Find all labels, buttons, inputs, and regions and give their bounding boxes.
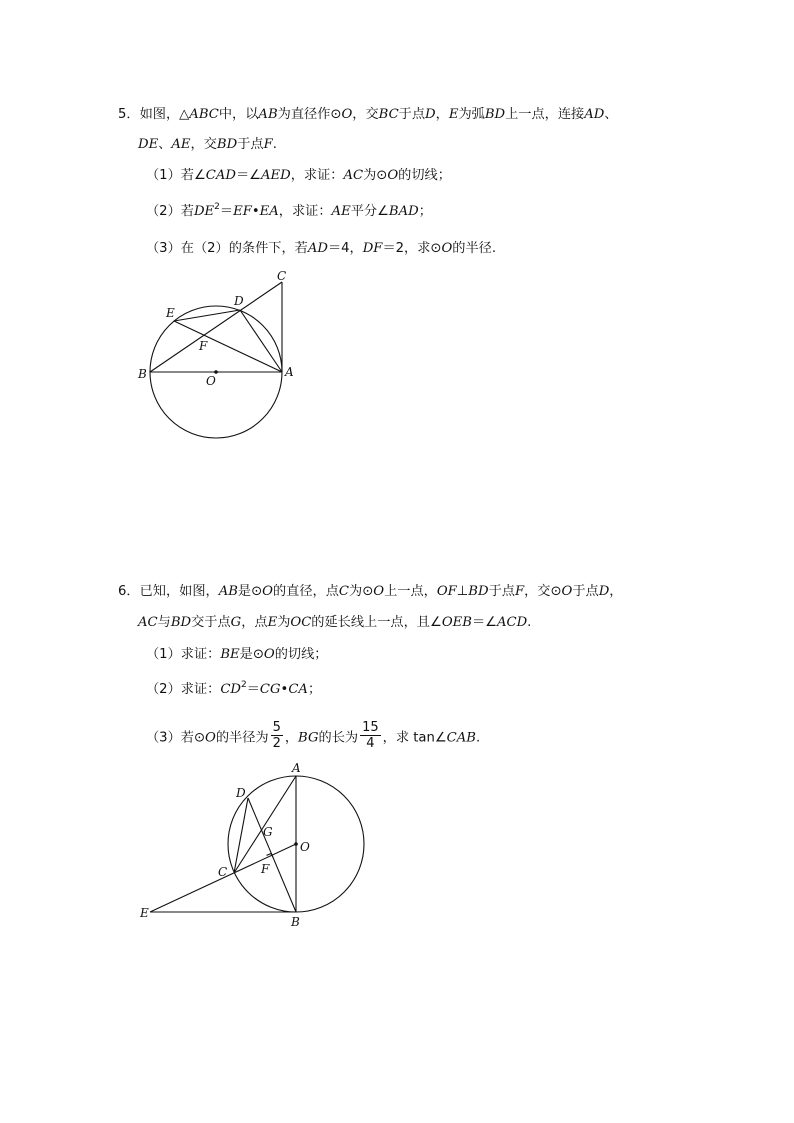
text: ，交⊙ — [524, 584, 562, 599]
math-var: ACD — [496, 615, 528, 630]
math-var: O — [561, 584, 573, 599]
text: 的半径. — [452, 241, 497, 256]
math-var: BG — [298, 730, 319, 746]
text: ； — [418, 204, 432, 219]
label-o: O — [300, 840, 310, 854]
label-e: E — [166, 306, 175, 320]
center-point — [294, 842, 298, 846]
math-var: DE — [138, 137, 159, 152]
text: 5．如图， — [118, 107, 180, 122]
math-var: AC — [343, 168, 364, 183]
math-var: D — [425, 107, 436, 122]
text: （3）在（2）的条件下，若 — [146, 241, 308, 256]
label-o: O — [206, 374, 216, 388]
label-c: C — [218, 865, 228, 879]
math-var: AD — [307, 241, 328, 256]
math-var: BAD — [388, 204, 419, 219]
text: ＝∠ — [471, 615, 497, 630]
numerator: 5 — [272, 720, 281, 735]
text: （1）求证： — [146, 647, 221, 662]
text: 于点 — [237, 137, 264, 152]
text: △ — [179, 107, 190, 122]
text: ，点 — [241, 615, 268, 630]
text: ，交 — [352, 107, 379, 122]
text: 为直径作⊙ — [277, 107, 342, 122]
math-var: CG — [259, 682, 281, 697]
text: 的切线； — [274, 647, 328, 662]
superscript: 2 — [214, 202, 220, 212]
text: 、 — [158, 137, 172, 152]
text: . — [272, 137, 277, 152]
math-var: AD — [584, 107, 605, 122]
text: 平分∠ — [350, 204, 389, 219]
label-d: D — [234, 294, 244, 308]
text: 是⊙ — [237, 584, 263, 599]
text: ，求证： — [290, 168, 344, 183]
text: 上一点， — [384, 584, 437, 599]
label-e: E — [140, 906, 149, 920]
math-var: BD — [216, 137, 238, 152]
text: ， — [609, 584, 623, 599]
denominator: 2 — [272, 736, 281, 751]
math-var: AB — [218, 584, 238, 599]
text: 6．已知，如图， — [118, 584, 219, 599]
text: • — [251, 204, 260, 219]
text: . — [475, 730, 481, 746]
text: 的半径为 — [215, 730, 269, 746]
math-var: BD — [468, 584, 489, 599]
label-a: A — [292, 761, 301, 775]
math-var: C — [338, 584, 350, 599]
text: 为⊙ — [349, 584, 374, 599]
text: （2）求证： — [146, 682, 221, 697]
math-var: AC — [138, 615, 158, 630]
text: 中，以 — [218, 107, 259, 122]
text: ， — [435, 107, 449, 122]
text: ＝∠ — [235, 168, 261, 183]
math-var: O — [387, 168, 399, 183]
math-var: BD — [170, 615, 192, 630]
math-var: OF — [436, 584, 457, 599]
math-var: AED — [260, 168, 291, 183]
math-var: AE — [171, 137, 191, 152]
text: ，求 tan∠ — [382, 730, 447, 746]
text: • — [280, 682, 289, 697]
text: 的延长线上一点，且∠ — [311, 615, 442, 630]
text: . — [527, 615, 532, 630]
text: 的直径，点 — [272, 584, 339, 599]
text: （1）若∠ — [146, 168, 206, 183]
text: （2）若 — [146, 204, 194, 219]
label-f: F — [199, 339, 208, 353]
math-var: O — [441, 241, 453, 256]
text: ＝ — [246, 682, 260, 697]
math-var: G — [230, 615, 242, 630]
math-var: CD — [220, 682, 241, 697]
superscript: 2 — [241, 680, 247, 690]
math-var: BD — [484, 107, 506, 122]
text: ， — [284, 730, 299, 746]
math-var: BC — [378, 107, 399, 122]
text: ＝4， — [327, 241, 363, 256]
math-var: F — [514, 584, 525, 599]
text: 于点 — [572, 584, 599, 599]
math-var: EF — [233, 204, 252, 219]
label-d: D — [236, 786, 246, 800]
math-var: OC — [290, 615, 312, 630]
label-b: B — [138, 367, 147, 381]
text: ⊥ — [456, 584, 469, 599]
math-var: O — [263, 647, 275, 662]
math-var: O — [205, 730, 216, 746]
math-var: EA — [259, 204, 279, 219]
text: ，求证： — [278, 204, 332, 219]
denominator: 4 — [366, 736, 375, 751]
text: 是⊙ — [239, 647, 264, 662]
text: 、 — [604, 107, 618, 122]
math-var: O — [373, 584, 385, 599]
text: ； — [307, 682, 322, 697]
math-var: DF — [362, 241, 383, 256]
math-var: O — [262, 584, 273, 599]
math-var: AE — [331, 204, 351, 219]
text: ＝ — [219, 204, 234, 219]
math-var: O — [341, 107, 353, 122]
text: 为弧 — [458, 107, 485, 122]
math-var: E — [448, 107, 459, 122]
text: ，交 — [190, 137, 217, 152]
label-f: F — [261, 862, 270, 876]
math-var: CAB — [446, 730, 476, 746]
text: （3）若⊙ — [146, 730, 206, 746]
label-a: A — [285, 365, 294, 379]
label-b: B — [291, 915, 300, 929]
math-var: CA — [288, 682, 308, 697]
math-var: ABC — [189, 107, 219, 122]
label-c: C — [277, 269, 287, 283]
math-var: D — [598, 584, 610, 599]
text: 的长为 — [318, 730, 359, 746]
math-var: DE — [193, 204, 215, 219]
numerator: 15 — [362, 720, 379, 735]
text: 的切线； — [398, 168, 451, 183]
text: 与 — [157, 615, 171, 630]
text: 交于点 — [191, 615, 231, 630]
math-var: F — [263, 137, 273, 152]
math-var: CAD — [205, 168, 236, 183]
text: ＝2，求⊙ — [382, 241, 442, 256]
text: 于点 — [488, 584, 515, 599]
math-var: BE — [220, 647, 240, 662]
text: 为⊙ — [363, 168, 388, 183]
math-var: OEB — [441, 615, 472, 630]
label-g: G — [263, 825, 273, 839]
math-var: E — [267, 615, 278, 630]
text: 为 — [277, 615, 291, 630]
math-var: AB — [258, 107, 278, 122]
text: 于点 — [398, 107, 426, 122]
text: 上一点，连接 — [505, 107, 585, 122]
